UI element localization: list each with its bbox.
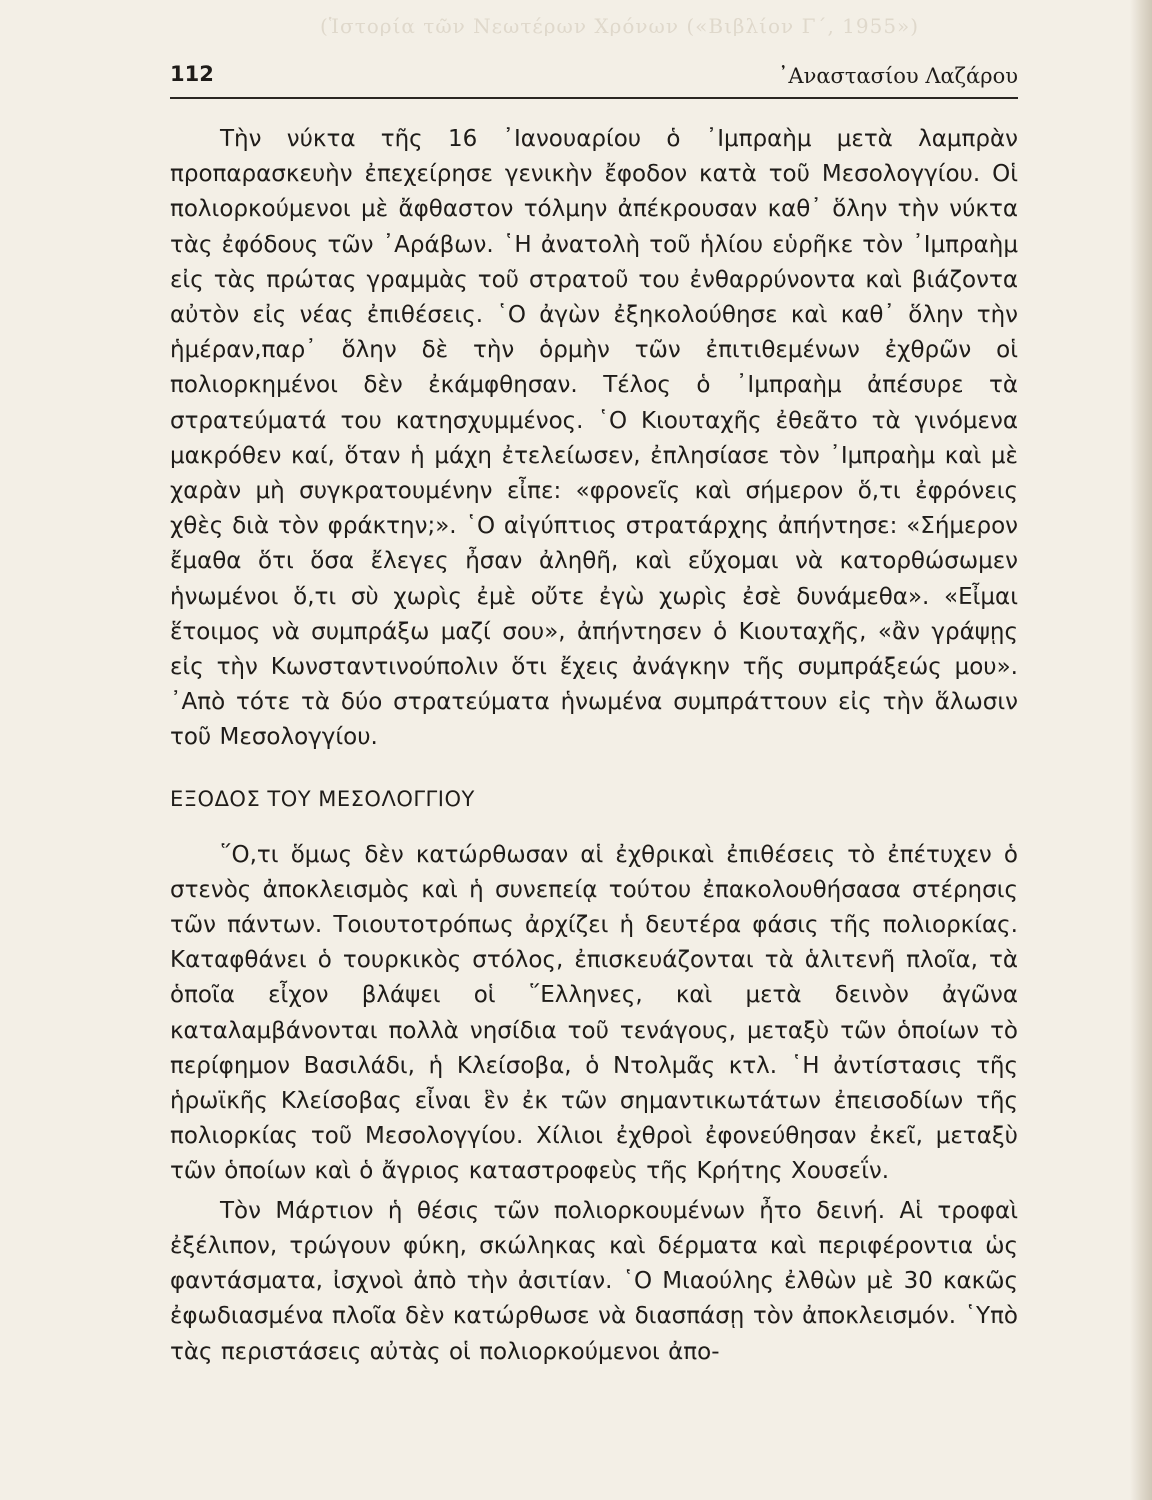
bleed-through-text: (Ἱστορία τῶν Νεωτέρων Χρόνων («Βιβλίον Γ΄, 1955») xyxy=(320,14,920,36)
page-number: 112 xyxy=(170,62,214,86)
header-rule xyxy=(170,97,1018,99)
paragraph-march: Τὸν Μάρτιον ἡ θέσις τῶν πολιορκουμένων ἦτο δεινή. Αἱ τροφαὶ ἐξέλιπον, τρώγουν φύκη, σκώληκας καὶ δέρματα καὶ περιφέροντια ὡς φαντάσματα, ἰσχνοὶ ἀπὸ τὴν ἀσιτίαν. ῾Ο Μιαούλης ἐλθὼν μὲ 30 κακῶς ἐφωδιασμένα πλοῖα δὲν κατώρθωσε νὰ διασπάσῃ τὸν ἀποκλεισμόν. ῾Υπὸ τὰς περιστάσεις αὐτὰς οἱ πολιορκούμενοι ἀπο- xyxy=(170,1197,1018,1365)
page-header xyxy=(170,60,1018,94)
paragraph-siege-attack: Τὴν νύκτα τῆς 16 ᾿Ιανουαρίου ὁ ᾿Ιμπραὴμ μετὰ λαμπρὰν προπαρασκευὴν ἐπεχείρησε γενικὴν ἔφοδον κατὰ τοῦ Μεσολογγίου. Οἱ πολιορκούμενοι μὲ ἄφθαστον τόλμην ἀπέκρουσαν καθ᾿ ὅλην τὴν νύκτα τὰς ἐφόδους τῶν ᾿Αράβων. ῾Η ἀνατολὴ τοῦ ἡλίου εὑρῆκε τὸν ᾿Ιμπραὴμ εἰς τὰς πρώτας γραμμὰς τοῦ στρατοῦ του ἐνθαρρύνοντα καὶ βιάζοντα αὐτὸν εἰς νέας ἐπιθέσεις. ῾Ο ἀγὼν ἐξηκολούθησε καὶ καθ᾿ ὅλην τὴν ἡμέραν,παρ᾿ ὅλην δὲ τὴν ὁρμὴν τῶν ἐπιτιθεμένων ἐχθρῶν οἱ πολιορκημένοι δὲν ἐκάμφθησαν. Τέλος ὁ ᾿Ιμπραὴμ ἀπέσυρε τὰ στρατεύματά του κατησχυμμένος. ῾Ο Κιουταχῆς ἐθεᾶτο τὰ γινόμενα μακρόθεν καί, ὅταν ἡ μάχη ἐτελείωσεν, ἐπλησίασε τὸν ᾿Ιμπραὴμ καὶ μὲ χαρὰν μὴ συγκρατουμένην εἶπε: «φρονεῖς καὶ σήμερον ὅ,τι ἐφρόνεις χθὲς διὰ τὸν φράκτην;». ῾Ο αἰγύπτιος στρατάρχης ἀπήντησε: «Σήμερον ἔμαθα ὅτι ὅσα ἔλεγες ἦσαν ἀληθῆ, καὶ εὔχομαι νὰ κατορθώσωμεν ἡνωμένοι ὅ,τι σὺ χωρὶς ἐμὲ οὔτε ἐγὼ χωρὶς ἐσὲ δυνάμεθα». «Εἶμαι ἕτοιμος νὰ συμπράξω μαζί σου», ἀπήντησεν ὁ Κιουταχῆς, «ἂν γράψῃς εἰς τὴν Κωνσταντινούπολιν ὅτι ἔχεις ἀνάγκην τῆς συμπράξεώς μου». ᾿Απὸ τότε τὰ δύο στρατεύματα ἡνωμένα συμπράττουν εἰς τὴν ἅλωσιν τοῦ Μεσολογγίου. xyxy=(170,126,1018,751)
page-edge-shadow xyxy=(1130,0,1152,1500)
paragraph-blockade: ῞Ο,τι ὅμως δὲν κατώρθωσαν αἱ ἐχθρικαὶ ἐπιθέσεις τὸ ἐπέτυχεν ὁ στενὸς ἀποκλεισμὸς καὶ ἡ συνεπείᾳ τούτου ἐπακολουθήσασα στέρησις τῶν πάντων. Τοιουτοτρόπως ἀρχίζει ἡ δευτέρα φάσις τῆς πολιορκίας. Καταφθάνει ὁ τουρκικὸς στόλος, ἐπισκευάζονται τὰ ἁλιτενῆ πλοῖα, τὰ ὁποῖα εἶχον βλάψει οἱ ῞Ελληνες, καὶ μετὰ δεινὸν ἀγῶνα καταλαμβάνονται πολλὰ νησίδια τοῦ τενάγους, μεταξὺ τῶν ὁποίων τὸ περίφημον Βασιλάδι, ἡ Κλείσοβα, ὁ Ντολμᾶς κτλ. ῾Η ἀντίστασις τῆς ἡρωϊκῆς Κλείσοβας εἶναι ἓν ἐκ τῶν σημαντικωτάτων ἐπεισοδίων τῆς πολιορκίας τοῦ Μεσολογγίου. Χίλιοι ἐχθροὶ ἐφονεύθησαν ἐκεῖ, μεταξὺ τῶν ὁποίων καὶ ὁ ἄγριος καταστροφεὺς τῆς Κρήτης Χουσεΐν. xyxy=(170,841,1018,1185)
running-head: ᾿Αναστασίου Λαζάρου xyxy=(777,64,1018,88)
body-text xyxy=(170,122,1018,1370)
section-heading: ΕΞΟΔΟΣ ΤΟΥ ΜΕΣΟΛΟΓΓΙΟΥ xyxy=(170,786,475,811)
